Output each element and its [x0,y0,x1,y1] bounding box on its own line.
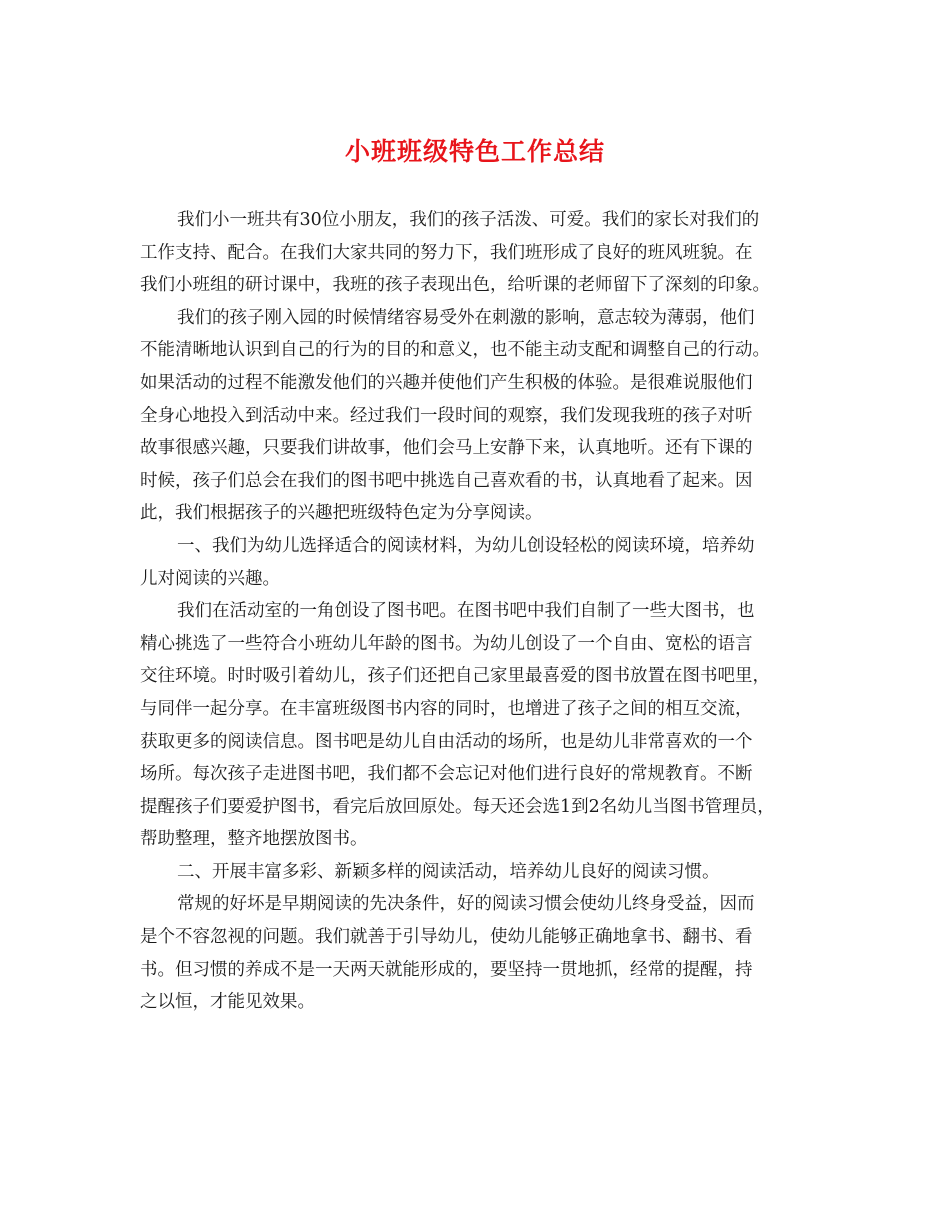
text-line: 精心挑选了一些符合小班幼儿年龄的图书。为幼儿创设了一个自由、宽松的语言 [140,633,753,654]
text-line: 一、我们为幼儿选择适合的阅读材料，为幼儿创设轻松的阅读环境，培养幼 [177,535,755,556]
text-line: 故事很感兴趣，只要我们讲故事，他们会马上安静下来，认真地听。还有下课的 [140,438,753,459]
text-line: 场所。每次孩子走进图书吧，我们都不会忘记对他们进行良好的常规教育。不断 [140,764,753,785]
text-line: 书。但习惯的养成不是一天两天就能形成的，要坚持一贯地抓，经常的提醒，持 [140,959,753,980]
document-body [140,204,830,1019]
text-line: 交往环境。时时吸引着幼儿，孩子们还把自己家里最喜爱的图书放置在图书吧里， [140,666,770,687]
text-line: 我们小班组的研讨课中，我班的孩子表现出色，给听课的老师留下了深刻的印象。 [140,275,770,296]
text-line: 我们的孩子刚入园的时候情绪容易受外在刺激的影响，意志较为薄弱，他们 [177,307,755,328]
text-line: 提醒孩子们要爱护图书，看完后放回原处。每天还会选1到2名幼儿当图书管理员， [140,796,775,817]
text-line: 与同伴一起分享。在丰富班级图书内容的同时，也增进了孩子之间的相互交流， [140,698,753,719]
text-line: 我们在活动室的一角创设了图书吧。在图书吧中我们自制了一些大图书，也 [177,601,755,622]
text-line: 时候，孩子们总会在我们的图书吧中挑选自己喜欢看的书，认真地看了起来。因 [140,470,753,491]
text-line: 如果活动的过程不能激发他们的兴趣并使他们产生积极的体验。是很难说服他们 [140,372,753,393]
text-line: 二、开展丰富多彩、新颖多样的阅读活动，培养幼儿良好的阅读习惯。 [177,861,720,882]
text-line: 获取更多的阅读信息。图书吧是幼儿自由活动的场所，也是幼儿非常喜欢的一个 [140,731,753,752]
text-line: 是个不容忽视的问题。我们就善于引导幼儿，使幼儿能够正确地拿书、翻书、看 [140,927,753,948]
text-line: 工作支持、配合。在我们大家共同的努力下，我们班形成了良好的班风班貌。在 [140,242,753,263]
text-line: 全身心地投入到活动中来。经过我们一段时间的观察，我们发现我班的孩子对听 [140,405,753,426]
text-line: 不能清晰地认识到自己的行为的目的和意义，也不能主动支配和调整自己的行动。 [140,340,770,361]
text-line: 帮助整理，整齐地摆放图书。 [140,829,368,850]
text-line: 常规的好坏是早期阅读的先决条件，好的阅读习惯会使幼儿终身受益，因而 [177,894,755,915]
text-line: 儿对阅读的兴趣。 [140,568,280,589]
text-line: 我们小一班共有30位小朋友，我们的孩子活泼、可爱。我们的家长对我们的 [177,210,760,230]
document-title: 小班班级特色工作总结 [344,137,605,166]
text-line: 之以恒，才能见效果。 [140,992,315,1013]
text-line: 此，我们根据孩子的兴趣把班级特色定为分享阅读。 [140,503,543,524]
